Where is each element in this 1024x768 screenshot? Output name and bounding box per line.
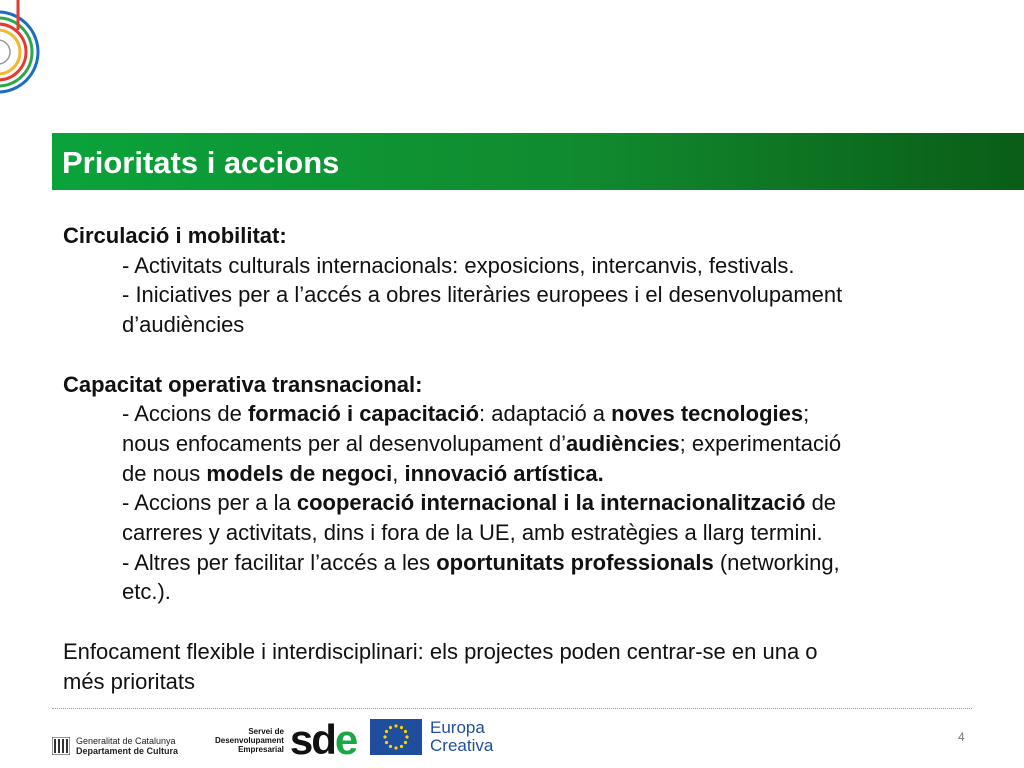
text-run: de nous: [122, 460, 207, 486]
europa-creativa-logo: [370, 719, 493, 755]
slide-title: Prioritats i accions: [62, 145, 340, 180]
eu-line1: Europa: [430, 718, 485, 737]
bullet-cooperacio-cont: carreres y activitats, dins i fora de la UE, amb estratègies a llarg termini.: [122, 520, 823, 546]
gencat-name: Generalitat de Catalunya: [76, 736, 176, 746]
page-number: 4: [958, 730, 965, 744]
sde-logo: [215, 716, 357, 763]
title-bar: [52, 133, 1024, 190]
decorative-rings-graphic: [0, 0, 70, 110]
bullet-altres-cont: etc.).: [122, 579, 171, 605]
text-run: - Accions per a la: [122, 490, 297, 516]
gencat-department: Departament de Cultura: [76, 746, 179, 756]
section-heading-circulacio: Circulació i mobilitat:: [63, 223, 287, 248]
senyera-icon: [52, 737, 70, 755]
text-run: (networking,: [713, 549, 840, 575]
text-run: - Altres per facilitar l’accés a les: [122, 549, 437, 575]
emphasis-models-negoci: models de negoci: [206, 460, 393, 486]
bullet-formacio-cont1: [63, 429, 983, 459]
bullet-iniciatives-cont: d’audiències: [122, 312, 245, 338]
eu-flag-icon: [370, 719, 422, 755]
text-run: nous enfocaments per al desenvolupament d’: [122, 430, 566, 456]
emphasis-oportunitats: oportunitats professionals: [436, 549, 714, 575]
slide-body: [63, 221, 983, 696]
sde-letter-e: e: [334, 716, 357, 763]
emphasis-innovacio: innovació artística.: [404, 460, 604, 486]
emphasis-cooperacio: cooperació internacional i la internacionalització: [296, 490, 806, 516]
bullet-altres: [63, 548, 983, 578]
spacer: [63, 340, 983, 370]
sde-letter-d: d: [311, 716, 335, 763]
text-run: de: [805, 490, 837, 516]
text-run: ,: [392, 460, 405, 486]
closing-statement-cont: més prioritats: [63, 668, 196, 694]
sde-wordmark: [289, 716, 357, 763]
sde-line2: Desenvolupament: [215, 735, 284, 745]
closing-statement: Enfocament flexible i interdisciplinari: els projectes poden centrar-se en una o: [63, 638, 818, 664]
text-run: : adaptació a: [479, 401, 612, 427]
emphasis-tecnologies: noves tecnologies: [611, 401, 804, 427]
emphasis-formacio: formació i capacitació: [247, 401, 480, 427]
text-run: ;: [803, 401, 810, 427]
sde-line1: Servei de: [248, 726, 284, 736]
bullet-cooperacio: [63, 488, 983, 518]
spacer: [63, 607, 983, 637]
bullet-formacio-cont2: [63, 459, 983, 489]
footer-divider: [52, 708, 972, 709]
text-run: ; experimentació: [679, 430, 842, 456]
bullet-activitats: - Activitats culturals internacionals: exposicions, intercanvis, festivals.: [122, 252, 795, 278]
text-run: - Accions de: [122, 401, 248, 427]
emphasis-audiencies: audiències: [565, 430, 680, 456]
section-heading-capacitat: Capacitat operativa transnacional:: [63, 371, 423, 397]
bullet-iniciatives: - Iniciatives per a l’accés a obres literàries europees i el desenvolupament: [122, 282, 843, 308]
gencat-logo: [52, 736, 178, 756]
eu-line2: Creativa: [430, 736, 494, 755]
bullet-formacio: [63, 399, 983, 429]
sde-line3: Empresarial: [238, 744, 284, 754]
sde-letter-s: s: [289, 716, 312, 763]
